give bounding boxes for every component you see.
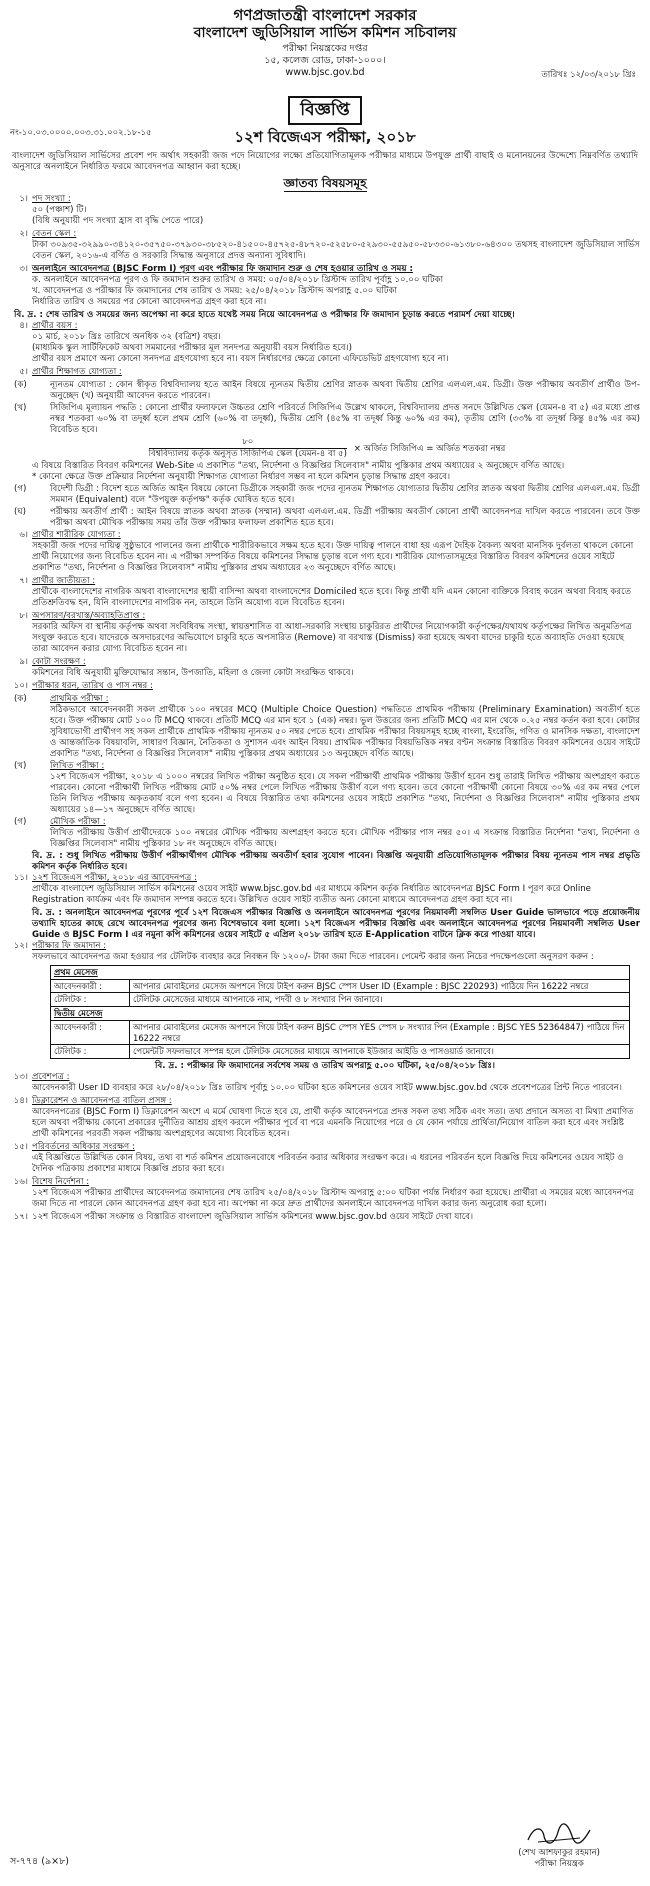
intro-paragraph: বাংলাদেশ জুডিসিয়াল সার্ভিসের প্রবেশ পদ অর্থাৎ সহকারী জজ পদে নিয়োগের লক্ষ্যে প্রতিযোগিতামূলক পরীক্ষার মাধ্যমে উপযুক্ত প্রার্থী বাছাই ও মনোনয়নের উদ্দেশ্যে নিম্নবর্ণিত তথ্যাদি অনুসারে অনলাইনে নির্ধারিত ফরমে আবেদনপত্র আহ্বান করা হচ্ছে। — [12, 150, 638, 172]
note-3: বি. দ্র. : শেষ তারিখ ও সময়ের জন্য অপেক্ষা না করে হাতে যথেষ্ট সময় নিয়ে আবেদনপত্র ও পরীক্ষার ফি জমাদান চূড়ান্ত করতে পরামর্শ দেয়া যাচ্ছে। — [14, 309, 515, 320]
item-title: লিখিত পরীক্ষা : — [50, 760, 105, 771]
exam-title: ১২শ বিজেএস পরীক্ষা, ২০১৮ — [234, 128, 416, 147]
section-body: আবেদনপত্রের (BJSC Form I) ডিক্লারেশন অংশে এ মর্মে ঘোষণা দিতে হবে যে, প্রার্থী কর্তৃক আবেদনপত্রে প্রদত্ত সকল তথ্য সঠিক এবং সত্য। তথ্য প্রদানে অসত্য বা মিথ্যা প্রমাণিত হলে অথবা পরীক্ষায় কোনো প্রকারের দুর্নীতির আশ্রয় গ্রহণ করলে পরীক্ষার পূর্বে বা পরে এমনকি নিয়োগের পরে ও যে কোন পর্যায়ে প্রার্থিতা/নিয়োগ বাতিল করা হবে এবং সংশ্লিষ্ট প্রার্থী কমিশনের পরবর্তী সকল পরীক্ষায় অংশগ্রহণের অযোগ্য বিবেচিত হবেন। — [32, 1107, 634, 1140]
section-title: প্রার্থীর শারীরিক যোগ্যতা : — [32, 529, 121, 540]
item-text: পরীক্ষায় অবতীর্ণ প্রার্থী : আইন বিষয়ে স্নাতক অথবা স্নাতক (সম্মান) অথবা এলএল.এম. ডিগ্রী পরীক্ষায় অবতীর্ণ কোনো প্রার্থী আবেদনপত্র দাখিল করতে পারবেন। তবে উক্ত পরীক্ষা অথবা মৌখিক পরীক্ষায় সময় তাঁর উক্ত পরীক্ষার ফলাফল প্রকাশিত হতে হবে। — [50, 506, 640, 528]
notice-date: তারিখঃ ১২/০৩/২০১৮ খ্রিঃ — [541, 69, 636, 80]
note-12: বি. দ্র. : পরীক্ষার ফি জমাদানের সর্বশেষ সময় ও তারিখ অপরাহ্ণ ৫.০০ ঘটিকা, ২৫/০৪/২০১৮ খ্রিঃ। — [154, 1061, 495, 1072]
table-row — [51, 993, 630, 1007]
section-number: ১৫। — [13, 1142, 28, 1153]
section-number: ৬। — [19, 529, 28, 540]
signature-block — [518, 1822, 600, 1870]
section-9 — [10, 657, 640, 679]
section-13 — [10, 1072, 640, 1094]
row-label: টেলিটক : — [51, 1045, 130, 1059]
section-15 — [10, 1142, 640, 1175]
star-note: * কোনো ক্ষেত্রে উক্ত প্রক্রিয়ার নির্দেশনা অনুযায়ী শিক্ষাগত যোগ্যতা নির্ধারণ সম্ভব না হলে কমিশন চূড়ান্ত সিদ্ধান্ত গ্রহণ করবে। — [32, 471, 451, 482]
row-text: আপনার মোবাইলের মেসেজ অপশনে গিয়ে টাইপ করুন BJSC স্পেস User ID (Example : BJSC 220293) পাঠিয়ে দিন 16222 নম্বরে — [130, 979, 630, 993]
section-title: বিশেষ নির্দেশনা : — [32, 1177, 90, 1188]
item-text: সঠিকভাবে আবেদনকারী সকল প্রার্থীকে ১০০ নম্বরের MCQ (Multiple Choice Question) পদ্ধতিতে প্রাথমিক পরীক্ষায় (Preliminary Examination) অবতীর্ণ হতে হবে। উক্ত পরীক্ষায় মোট ১০০ টি MCQ থাকবে। প্রতিটি MCQ এর মান হবে ১ (এক) নম্বর। ভুল উত্তরের জন্য প্রতিটি MCQ এর মান থেকে ০.২৫ নম্বর কর্তন করা হবে। কোটার সুবিধাভোগী প্রার্থীগণ সহ সকল প্রার্থীকে প্রাথমিক পরীক্ষায় ন্যূনতম ৫০ নম্বর পেতে হবে। প্রাথমিক পরীক্ষার বিষয়সমূহ হচ্ছে বাংলা, ইংরেজি, গণিত ও মানসিক দক্ষতা, বাংলাদেশ ও আন্তর্জাতিক বিষয়াবলি, সাধারণ বিজ্ঞান, নৈতিকতা ও সুশাসন এবং আইন বিষয়। প্রাথমিক পরীক্ষার বিষয়ভিত্তিক নম্বর বণ্টন সংক্রান্ত বিস্তারিত বিবরণ কমিশনের ওয়েব সাইটে প্রকাশিত "তথ্য, নির্দেশনা ও বিজ্ঞপ্তির সিলেবাস" নামীয় পুস্তিকার প্রথম অধ্যায়ের ১৩ অনুচ্ছেদে বর্ণিত আছে। — [50, 704, 640, 759]
formula-denominator: বিশ্ববিদ্যালয় কর্তৃক অনুসৃত সিজিপিএ স্কেল (যেমন-৪ বা ৫) — [148, 448, 347, 459]
item-title: মৌখিক পরীক্ষা : — [50, 816, 106, 827]
section-number: ২। — [19, 228, 28, 239]
section-body: কমিশনের বিধি অনুযায়ী মুক্তিযোদ্ধার সন্তান, উপজাতি, মহিলা ও জেলা কোটা সংরক্ষিত থাকবে। — [32, 667, 354, 678]
office-address: ১৫, কলেজ রোড, ঢাকা-১০০০। — [264, 55, 386, 67]
section-3 — [10, 264, 640, 308]
section-body: এই বিজ্ঞপ্তিতে উল্লিখিত কোন বিষয়, তথ্য বা শর্ত কমিশন প্রয়োজনবোধে পরিবর্তন করার অধিকার সংরক্ষণ করে। এ ধরনের পরিবর্তন হলে বিজ্ঞপ্তি দিয়ে কমিশনের ওয়েব সাইট ও দৈনিক পত্রিকায় প্রকাশের মাধ্যমে বিজ্ঞপ্তি প্রচার করা হবে। — [32, 1153, 624, 1175]
section-number: ৯। — [19, 656, 28, 667]
section-number: ৭। — [19, 575, 28, 586]
item-key: (খ) — [14, 402, 27, 413]
section-1 — [10, 194, 640, 227]
item-text: লিখিত পরীক্ষায় উত্তীর্ণ প্রার্থীদেরকে ১০০ নম্বরের মৌখিক পরীক্ষায় অংশগ্রহণ করতে হবে। মৌখিক পরীক্ষার পাস নম্বর ৫০। এ সংক্রান্ত বিস্তারিত নির্দেশনা "তথ্য, নির্দেশনা ও বিজ্ঞপ্তির সিলেবাস" নামীয় পুস্তিকার ১৮ নং অনুচ্ছেদে বর্ণিত আছে। — [50, 827, 640, 849]
print-code: স-৭৭৪ (৯×৮) — [10, 1855, 69, 1867]
signer-title: পরীক্ষা নিয়ন্ত্রক — [534, 1859, 584, 1870]
section-number: ১৩। — [13, 1072, 28, 1083]
section-4 — [10, 321, 640, 365]
section-title: পরিবর্তনের অধিকার সংরক্ষণ : — [32, 1142, 135, 1153]
section-body: সহকারী জজ পদের দায়িত্ব সুষ্ঠুভাবে পালনের জন্য প্রার্থীকে শারীরিকভাবে সক্ষম হতে হবে। উক্ত দায়িত্ব পালনে বাধা হয় এরূপ দৈহিক বৈকল্য অথবা মানসিক দুর্বলতা থাকলে কোনো প্রার্থী নিয়োগের জন্য বিবেচিত হবেন না। এ পরীক্ষা সম্পর্কিত বিষয়ে কমিশনের সিদ্ধান্ত চূড়ান্ত বলে গণ্য হবে। শারীরিক যোগ্যতাসমূহের বিস্তারিত বিবরণ কমিশনের ওয়েব সাইটে প্রকাশিত "তথ্য, নির্দেশনা ও বিজ্ঞপ্তির সিলেবাস" নামীয় পুস্তিকার প্রথম অধ্যায়ের ২৩ অনুচ্ছেদে বর্ণিত আছে। — [32, 540, 634, 573]
section-number: ১৭। — [13, 1212, 28, 1223]
item-key: (ক) — [14, 379, 27, 390]
section-2 — [10, 229, 640, 262]
section-body: ৫০ (পঞ্চাশ) টি। (বিধি অনুযায়ী পদ সংখ্যা হ্রাস বা বৃদ্ধি পেতে পারে) — [32, 204, 204, 226]
section-title: ডিক্লারেশন ও আবেদনপত্র বাতিল প্রসঙ্গ : — [32, 1096, 172, 1107]
section-body: ক. অনলাইনে আবেদনপত্র পূরণ ও ফি জমাদান শুরুর তারিখ ও সময়: ০৫/০৪/২০১৮ খ্রিস্টাব্দ তারিখ পূর্বাহ্ণ ১০.০০ ঘটিকা খ. আবেদনপত্র ও পরীক্ষার ফি জমাদানের শেষ তারিখ ও সময়: ২৫/০৪/২০১৮ খ্রিস্টাব্দ অপরাহ্ণ ৫.০০ ঘটিকা নির্ধারিত তারিখ ও সময়ের পর কোনো আবেদনপত্র গ্রহণ করা হবে না। — [32, 274, 444, 307]
section-number: ১০। — [13, 680, 28, 691]
section-body: আবেদনকারী User ID ব্যবহার করে ২৮/০৪/২০১৮ খ্রিঃ তারিখ পূর্বাহ্ণ ১০.০০ ঘটিকা হতে কমিশনের ওয়েব সাইট www.bjsc.gov.bd থেকে প্রবেশপত্রের প্রিন্ট নিতে পারবেন। — [32, 1083, 622, 1094]
table-row — [51, 1045, 630, 1059]
item-text: ন্যূনতম যোগ্যতা : কোন স্বীকৃত বিশ্ববিদ্যালয় হতে আইন বিষয়ে ন্যূনতম দ্বিতীয় শ্রেণির স্নাতক অথবা দ্বিতীয় শ্রেণির এলএল.এম. ডিগ্রী। উক্ত পরীক্ষায় অবতীর্ণ প্রার্থীও উপ-অনুচ্ছেদ (খ) অনুযায়ী আবেদন করতে পারবেন। — [50, 379, 640, 401]
item-key: (ক) — [14, 693, 27, 704]
memo-number: নং-১০.০৩.০০০০.০০৩.৩১.০০২.১৮-১৫ — [10, 128, 152, 138]
cgpa-formula — [10, 437, 640, 460]
table-row — [51, 979, 630, 993]
office-name: পরীক্ষা নিয়ন্ত্রকের দপ্তর — [282, 43, 368, 55]
item-key: (ঘ) — [14, 506, 27, 517]
second-sms-heading: দ্বিতীয় মেসেজ — [51, 1007, 630, 1021]
section-14 — [10, 1096, 640, 1140]
section-title: পদ সংখ্যা : — [32, 193, 71, 204]
row-label: আবেদনকারী : — [51, 1020, 130, 1045]
section-title: অনলাইনে আবেদনপত্র (BJSC Form I) পূরণ এবং পরীক্ষার ফি জমাদান শুরু ও শেষ হওয়ার তারিখ ও সময় : — [32, 263, 413, 274]
section-16 — [10, 1177, 640, 1210]
section-10 — [10, 681, 640, 692]
table-row — [51, 965, 630, 979]
section-body: ১২শ বিজেএস পরীক্ষা সংক্রান্ত ও বিস্তারিত বাংলাদেশ জুডিসিয়াল সার্ভিস কমিশনের www.bjsc.gov.bd ওয়েব সাইটে দেখা যাবে। — [32, 1212, 474, 1223]
note-11: বি. দ্র. : অনলাইনে আবেদনপত্র পূরণের পূর্বে ১২শ বিজেএস পরীক্ষার বিজ্ঞপ্তি ও অনলাইনে আবেদনপত্র পূরণের নিয়মাবলী সম্বলিত User Guide ভালভাবে পড়ে প্রয়োজনীয় তথ্যাদি হাতের কাছে রেখে আবেদনপত্র পূরণের জন্য বিশেষভাবে বলা হলো। ১২শ বিজেএস পরীক্ষার বিজ্ঞপ্তি এবং অনলাইনে আবেদনপত্র পূরণের নিয়মাবলী সম্বলিত User Guide ও BJSC Form I এর নমুনা কপি কমিশনের ওয়েব সাইটে ৫ এপ্রিল ২০১৮ তারিখ হতে E-Application বাটনে ক্লিক করে পাওয়া যাবে। — [32, 907, 640, 940]
office-website: www.bjsc.gov.bd — [285, 67, 365, 79]
item-key: (খ) — [14, 760, 27, 771]
general-heading: জ্ঞাতব্য বিষয়সমূহ — [284, 176, 367, 192]
section-number: ৫। — [19, 366, 28, 377]
section-body: ১২শ বিজেএস পরীক্ষার প্রার্থীদের আবেদনপত্র জমাদানের শেষ তারিখ ২৫/০৪/২০১৮ খ্রিস্টাব্দ অপরাহ্ণ ৫:০০ ঘটিকা পর্যন্ত নির্ধারণ করা হয়েছে। প্রার্থীরা এ সময়ের মধ্যে আবেদনপত্র জমা দিতে না পারলে কোন আবেদনপত্র গ্রহণ করা হবে না। অপেক্ষা না করে দ্রুত প্রার্থীদের অনলাইনে আবেদনপত্র দাখিল করার জন্য অনুরোধ করা হলো। — [32, 1188, 635, 1210]
footer — [10, 1812, 640, 1872]
item-key: (গ) — [14, 816, 27, 827]
section-10-ka — [10, 694, 640, 760]
section-number: ১। — [19, 193, 28, 204]
section-title: প্রার্থীর শিক্ষাগত যোগ্যতা : — [32, 366, 122, 377]
section-5-ga — [10, 484, 640, 506]
signer-name: (শেখ আশফাকুর রহমান) — [518, 1848, 600, 1859]
item-text: বিদেশী ডিগ্রী : বিদেশ হতে অর্জিত আইন বিষয়ে কোনো ডিগ্রীকে সহকারী জজ পদের ন্যূনতম শিক্ষাগত যোগ্যতার দ্বিতীয় শ্রেণির স্নাতক অথবা দ্বিতীয় শ্রেণির এলএল.এম. ডিগ্রী সমমান (Equivalent) বলে "উপযুক্ত কর্তৃপক্ষ" কর্তৃক ঘোষিত হতে হবে। — [50, 483, 640, 505]
row-text: আপনার মোবাইলের মেসেজ অপশনে গিয়ে টাইপ করুন BJSC স্পেস YES স্পেস ৮ সংখ্যার পিন (Example : BJSC YES 52364847) পাঠিয়ে দিন 16222 নম্বরে — [130, 1020, 630, 1045]
note-10: বি. দ্র. : শুধু লিখিত পরীক্ষায় উত্তীর্ণ পরীক্ষার্থীগণ মৌখিক পরীক্ষায় অবতীর্ণ হবার সুযোগ পাবেন। বিজ্ঞপ্তি অনুযায়ী প্রতিযোগিতামূলক পরীক্ষার বিষয় ন্যূনতম পাস নম্বর প্রভৃতি কমিশন কর্তৃক নির্ধারিত হবে। — [32, 850, 640, 872]
section-8 — [10, 611, 640, 655]
section-title: প্রার্থীর বয়স : — [32, 320, 78, 331]
item-title: প্রাথমিক পরীক্ষা : — [50, 693, 109, 704]
item-text: সিজিপিএ মূল্যায়ন পদ্ধতি : কোনো প্রার্থীর ফলাফলে উচ্চতর শ্রেণি পরিবর্তে সিজিপিএ উল্লেখ থাকলে, বিশ্ববিদ্যালয় প্রদত্ত সনদে উল্লিখিত স্কেল (যেমন-৪ বা ৫) এর মধ্যে প্রাপ্ত নম্বর শতকরা ৬০% বা তদূর্ধ্ব হলে প্রথম শ্রেণি (৬০% বা তদূর্ধ্ব), দ্বিতীয় শ্রেণি (৪৫% বা তদূর্ধ্ব কিন্তু ৬০% এর কম), তৃতীয় শ্রেণি (৩৩% বা তদূর্ধ্ব কিন্তু ৪৫% এর কম) বিবেচিত হবে। — [50, 402, 640, 435]
section-number: ৩। — [19, 263, 28, 274]
section-10-kha — [10, 761, 640, 816]
commission-name: বাংলাদেশ জুডিসিয়াল সার্ভিস কমিশন সচিবালয় — [193, 25, 457, 42]
table-row — [51, 1007, 630, 1021]
section-5 — [10, 367, 640, 378]
section-number: ৪। — [19, 320, 28, 331]
row-label: আবেদনকারী : — [51, 979, 130, 993]
section-5-gha — [10, 507, 640, 529]
section-5-ka — [10, 380, 640, 402]
section-17 — [10, 1212, 640, 1223]
section-number: ১১। — [13, 872, 28, 883]
item-text: ১২শ বিজেএস পরীক্ষা, ২০১৮ এ ১০০০ নম্বরের লিখিত পরীক্ষা অনুষ্ঠিত হবে। যে সকল পরীক্ষার্থী প্রাথমিক পরীক্ষায় উত্তীর্ণ হবেন শুধু তারাই লিখিত পরীক্ষায় অংশগ্রহণ করতে পারবেন। কোনো পরীক্ষার্থী লিখিত পরীক্ষায় মোট ৫০% নম্বর পেলে লিখিত পরীক্ষায় উত্তীর্ণ বলে গণ্য হবেন। তবে কোনো পরীক্ষার্থী কোনো বিষয়ে ৩০% এর কম নম্বর পেলে তিনি লিখিত পরীক্ষায় অকৃতকার্য বলে গণ্য হবেন। এ বিষয়ে বিস্তারিত তথ্য কমিশনের ওয়েব সাইটে প্রকাশিত "তথ্য, নির্দেশনা ও বিজ্ঞপ্তির সিলেবাস" নামীয় পুস্তিকার প্রথম অধ্যায়ের ১৪—১৭ অনুচ্ছেদে বর্ণিত আছে। — [50, 771, 640, 815]
section-body: সরকারি অফিস বা স্থানীয় কর্তৃপক্ষ অথবা সংবিধিবদ্ধ সংস্থা, স্বায়ত্তশাসিত বা আধা-সরকারি সংস্থায় চাকুরিরত প্রার্থীদের নিয়োগকারী কর্তৃপক্ষের/যথাযথ কর্তৃপক্ষের লিখিত অনুমতিপত্র সংযুক্ত করতে হবে। যাদেরকে অসদাচরণের অভিযোগে চাকুরি হতে অপসারিত (Remove) বা বরখাস্ত (Dismiss) করা হয়েছে অথবা যাদের চাকুরি হতে অব্যাহতি দেওয়া হয়েছে তারা আবেদন করার যোগ্য বিবেচিত হবেন না। — [32, 621, 632, 654]
section-body: টাকা ৩০৯৩৫-৩২৯৯০-৩৪১২০-৩৫৭৫০-৩৭৯৩০-৩৮৫২০-৪১৫০০-৪৫৭২৫-৪৮৭২০-৫২৫৮০-৫২৯৩০-৫৫৯৫০-৫৮৩৩০-৬১৩৮০-৬৪৩০০ তথসহ বাংলাদেশ জুডিসিয়াল সার্ভিস বেতন স্কেল, ২০১৬-এ বর্ণিত ও সরকারি সিদ্ধান্ত অনুসারে প্রদত্ত অন্যান্য সুবিধাদি। — [32, 239, 640, 261]
section-body: প্রার্থীকে বাংলাদেশ জুডিসিয়াল সার্ভিস কমিশনের ওয়েব সাইট www.bjsc.gov.bd এর মাধ্যমে কমিশন কর্তৃক নির্ধারিত আবেদনপত্র BJSC Form I পূরণ করে Online Registration কার্যক্রম এবং ফি জমাদান সম্পন্ন করতে হবে। উল্লিখিত ওয়েব সাইট ব্যতীত অন্য কোনো মাধ্যমে আবেদনপত্র গ্রহণ করা হবে না। — [32, 883, 591, 905]
section-number: ১৪। — [13, 1096, 28, 1107]
website-note: এ বিষয়ে বিস্তারিত বিবরণ কমিশনের Web-Site এ প্রকাশিত "তথ্য, নির্দেশনা ও বিজ্ঞপ্তির সিলেবাস" নামীয় পুস্তিকার প্রথম অধ্যায়ের ২ অনুচ্ছেদে বর্ণিত আছে। — [32, 460, 565, 471]
section-title: বেতন স্কেল : — [32, 228, 77, 239]
section-title: ১২শ বিজেএস পরীক্ষা, ২০১৮ এর আবেদনপত্র : — [32, 872, 197, 883]
section-10-ga — [10, 817, 640, 850]
signature-mark — [524, 1822, 594, 1848]
notice-page — [10, 6, 640, 1876]
section-title: অপসারণ/বরখাস্ত/অব্যাহতিপ্রাপ্ত : — [32, 610, 146, 621]
formula-numerator: ৮০ — [149, 437, 347, 449]
section-body: সফলভাবে আবেদনপত্র জমা হওয়ার পর টেলিটক ব্যবহার করে নিবন্ধন ফি ১২০০/- টাকা জমা দিতে পারবেন। পেমেন্ট করার জন্য নিচের পদক্ষেপগুলো অনুসরণ করুন : — [32, 951, 594, 962]
section-number: ৮। — [19, 610, 28, 621]
section-title: প্রবেশপত্র : — [32, 1072, 70, 1083]
section-5-kha — [10, 403, 640, 436]
section-number: ১২। — [13, 940, 28, 951]
section-7 — [10, 576, 640, 609]
letterhead — [10, 6, 640, 80]
section-title: পরীক্ষার ধরন, তারিখ ও পাস নম্বর : — [32, 680, 153, 691]
table-row — [51, 1020, 630, 1045]
formula-result: × অর্জিত সিজিপিএ = অর্জিত শতকরা নম্বর — [353, 443, 506, 454]
section-11 — [10, 873, 640, 906]
item-key: (গ) — [14, 483, 27, 494]
section-body: প্রার্থীকে বাংলাদেশের নাগরিক অথবা বাংলাদেশের স্থায়ী বাসিন্দা অথবা বাংলাদেশের Domiciled হতে হবে। কিন্তু প্রার্থী যদি এমন কোনো ব্যক্তিকে বিবাহ করেন অথবা বিবাহ করতে প্রতিশ্রুতিবদ্ধ হন, যিনি বাংলাদেশের নাগরিক নন, তাহলে তিনি অযোগ্য বলে বিবেচিত হবেন। — [32, 586, 632, 608]
section-body: ০১ মার্চ, ২০১৮ খ্রিঃ তারিখে অনধিক ৩২ (বত্রিশ) বছর। (মাধ্যমিক স্কুল সার্টিফিকেট অথবা সমমানের পরীক্ষার মূল সনদপত্র অনুযায়ী বয়স নির্ধারিত হবে।) প্রার্থীর বয়স প্রমাণে অন্য কোনো সনদপত্র গ্রহণযোগ্য হবে না। বয়স নির্ধারণের ক্ষেত্রে কোনো এফিডেভিট গ্রহণযোগ্য হবে না। — [32, 331, 449, 364]
section-title: পরীক্ষার ফি জমাদান : — [32, 940, 107, 951]
section-title: প্রার্থীর জাতীয়তা : — [32, 575, 96, 586]
notice-title: বিজ্ঞপ্তি — [288, 96, 361, 126]
row-label: টেলিটক : — [51, 993, 130, 1007]
section-12 — [10, 941, 640, 963]
section-title: কোটা সংরক্ষণ : — [32, 656, 86, 667]
row-text: টেলিটক মেসেজের মাধ্যমে আপনাকে নাম, পদবী ও ৮ সংখ্যার পিন জানাবে। — [130, 993, 630, 1007]
row-text: পেমেন্টটি সফলভাবে সম্পন্ন হলে টেলিটক মেসেজের মাধ্যমে আপনাকে ইউজার আইডি ও পাসওয়ার্ড জানাবে। — [130, 1045, 630, 1059]
first-sms-heading: প্রথম মেসেজ — [51, 965, 630, 979]
section-6 — [10, 530, 640, 574]
payment-steps-table — [50, 965, 630, 1059]
section-number: ১৬। — [13, 1177, 28, 1188]
govt-name: গণপ্রজাতন্ত্রী বাংলাদেশ সরকার — [233, 6, 417, 24]
